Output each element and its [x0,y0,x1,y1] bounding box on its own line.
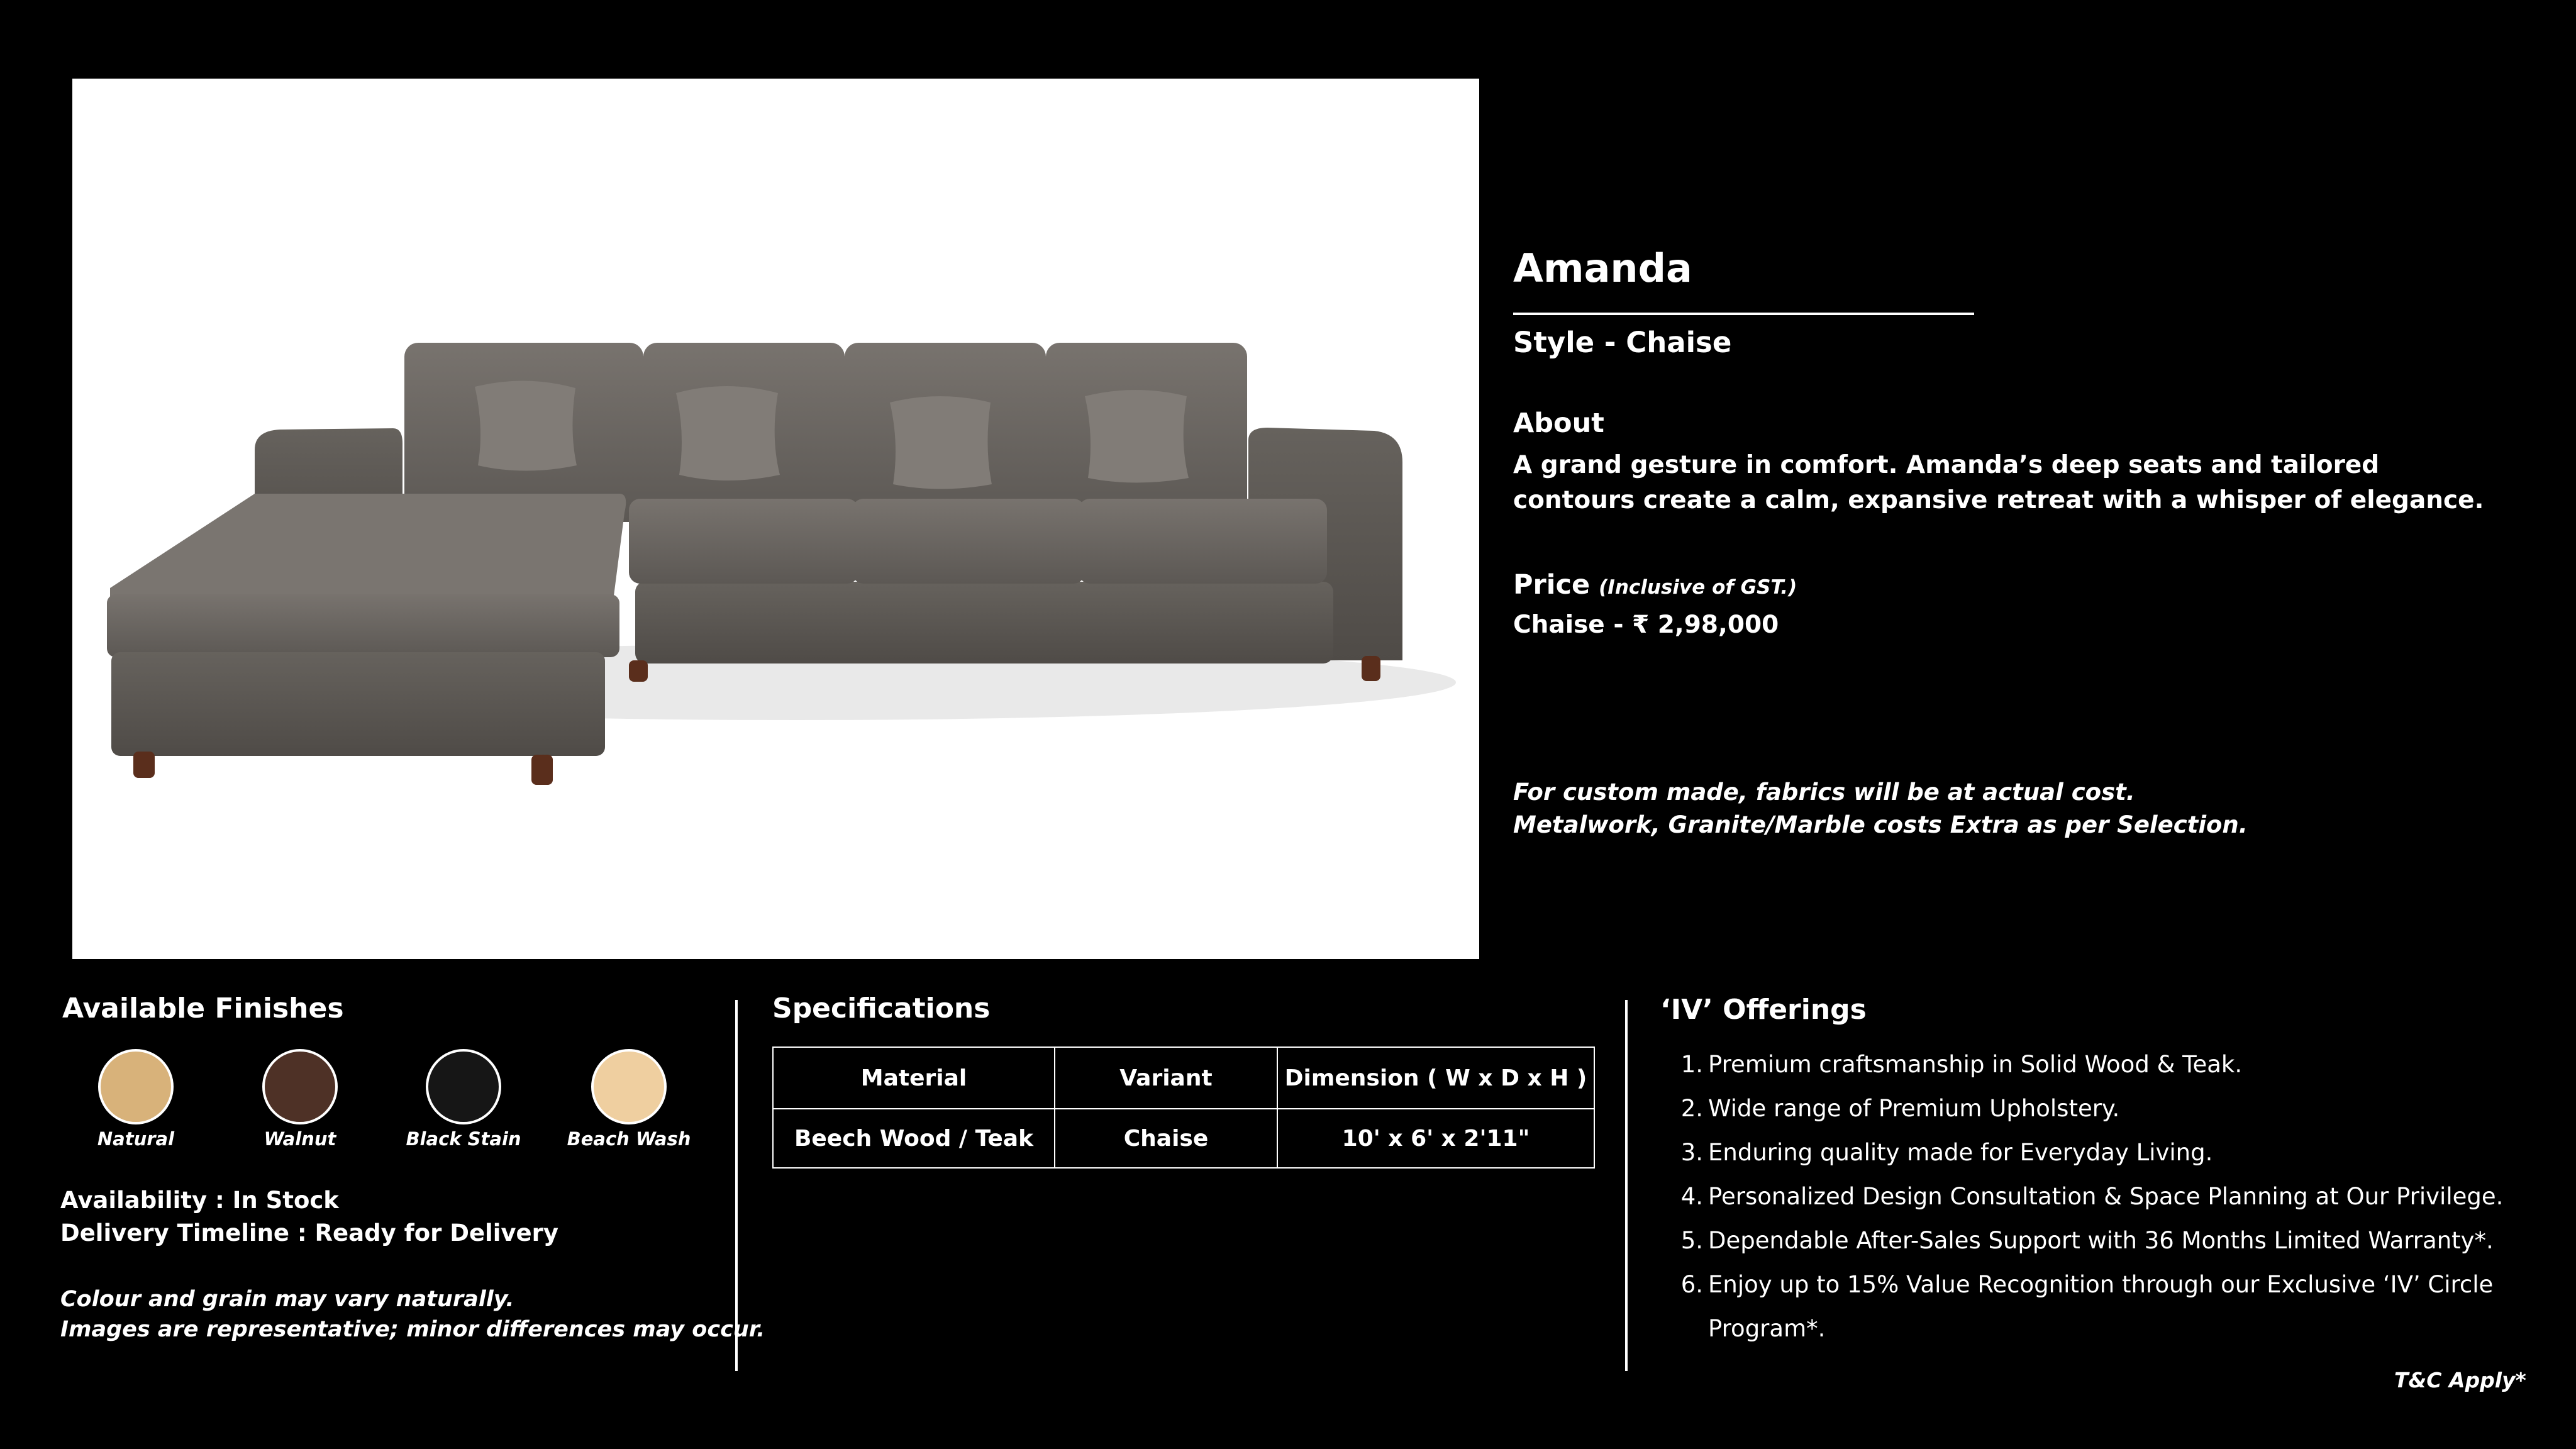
price-heading [1513,569,1797,601]
custom-note-line: Metalwork, Granite/Marble costs Extra as per Selection. [1513,811,2248,838]
table-row [773,1109,1594,1168]
offerings-heading: ‘IV’ Offerings [1660,994,1867,1026]
table-cell: 10' x 6' x 2'11" [1277,1109,1594,1168]
chaise-base [111,652,605,756]
list-item [1678,1087,2533,1131]
finish-swatch-black-stain[interactable] [426,1049,501,1124]
finish-label: Black Stain [406,1128,521,1150]
finish-label: Walnut [264,1128,336,1150]
table-header-cell: Dimension ( W x D x H ) [1277,1047,1594,1109]
list-text: Dependable After-Sales Support with 36 Months Limited Warranty*. [1708,1227,2494,1254]
finish-label: Beach Wash [567,1128,691,1150]
title-divider [1513,313,1974,315]
list-text: Wide range of Premium Upholstery. [1708,1095,2120,1122]
custom-note [1513,776,2248,841]
list-number: 1. [1680,1051,1703,1078]
table-header-cell: Variant [1055,1047,1277,1109]
finish-swatch-walnut[interactable] [262,1049,338,1124]
finish-label: Natural [97,1128,175,1150]
sofa-leg [1362,656,1380,681]
offerings-list [1678,1043,2533,1351]
list-text: Enduring quality made for Everyday Living. [1708,1139,2213,1166]
list-number: 5. [1680,1227,1703,1254]
finish-swatch-natural[interactable] [98,1049,174,1124]
terms-note: T&C Apply* [2394,1368,2526,1392]
product-image [72,79,1479,959]
list-number: 4. [1680,1183,1703,1210]
throw-pillow [475,380,577,470]
colour-disclaimer [60,1284,765,1345]
price-value: Chaise - ₹ 2,98,000 [1513,611,1779,639]
product-style: Style - Chaise [1513,326,1732,359]
sofa-leg [531,755,553,785]
seat-cushion [1079,499,1327,584]
list-item [1678,1043,2533,1087]
sofa-leg [133,752,155,778]
about-text: A grand gesture in comfort. Amanda’s deep seats and tailored contours create a calm, expansive retreat with a whisper of elegance. [1513,451,2484,514]
about-heading: About [1513,408,1604,439]
disclaimer-line: Images are representative; minor differences may occur. [60,1317,765,1342]
seat-cushion [629,499,858,584]
price-tax-note: (Inclusive of GST.) [1599,576,1797,599]
availability-block [60,1184,558,1250]
table-header-cell: Material [773,1047,1055,1109]
section-divider [1625,1000,1628,1371]
sofa-leg [629,660,648,682]
specifications-table [772,1046,1595,1169]
delivery-timeline: Delivery Timeline : Ready for Delivery [60,1219,558,1246]
sofa-illustration [72,79,1479,959]
list-text: Enjoy up to 15% Value Recognition through our Exclusive ‘IV’ Circle Program*. [1708,1271,2494,1342]
disclaimer-line: Colour and grain may vary naturally. [60,1287,514,1312]
seat-base [635,582,1333,663]
list-item [1678,1219,2533,1263]
seat-cushion [852,499,1085,584]
custom-note-line: For custom made, fabrics will be at actual cost. [1513,779,2135,806]
list-number: 2. [1680,1095,1703,1122]
table-header-row [773,1047,1594,1109]
finishes-heading: Available Finishes [62,992,344,1024]
table-cell: Chaise [1055,1109,1277,1168]
throw-pillow [676,386,780,480]
list-item [1678,1131,2533,1175]
list-text: Personalized Design Consultation & Space Planning at Our Privilege. [1708,1183,2504,1210]
chaise-cushion-front [107,594,619,657]
list-number: 3. [1680,1139,1703,1166]
specifications-heading: Specifications [772,992,991,1024]
throw-pillow [890,396,992,489]
list-number: 6. [1680,1271,1703,1298]
chaise-top [110,494,626,601]
availability-status: Availability : In Stock [60,1187,339,1214]
product-title: Amanda [1513,245,1692,291]
finish-swatch-beach-wash[interactable] [591,1049,667,1124]
table-cell: Beech Wood / Teak [773,1109,1055,1168]
list-item [1678,1263,2533,1351]
list-item [1678,1175,2533,1219]
price-heading-label: Price [1513,569,1591,601]
list-text: Premium craftsmanship in Solid Wood & Teak. [1708,1051,2243,1078]
throw-pillow [1085,390,1189,483]
